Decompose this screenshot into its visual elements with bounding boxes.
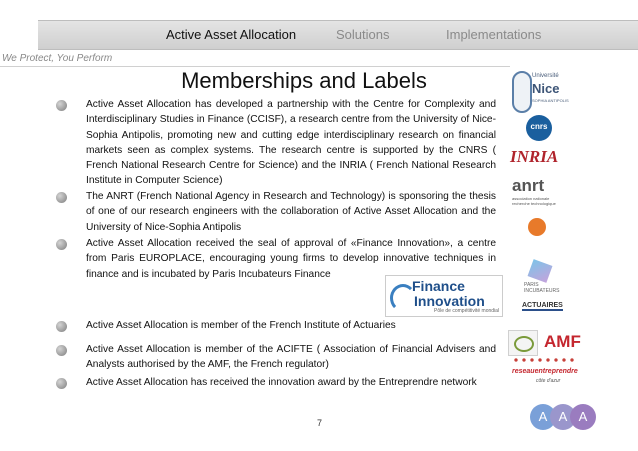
bullet-text: The ANRT (French National Agency in Research and Technology) is sponsoring the thesis of one of our research engineers with the collaboration of Active Asset Allocation and the University of Nice-Sophia Antipolis	[86, 191, 496, 233]
list-item	[86, 189, 496, 235]
actuaires-logo: ACTUAIRES	[522, 302, 563, 309]
bullet-icon	[56, 192, 67, 203]
page-title: Memberships and Labels	[181, 68, 427, 93]
brand-letter: A	[570, 404, 596, 430]
brand-letter: A	[530, 404, 556, 430]
amf-logo: AMF	[544, 332, 581, 351]
list-item	[86, 318, 496, 333]
bullet-text: Active Asset Allocation is member of the ACIFTE ( Association of Financial Advisers and Analysts authorised by the AMF, the French regulator)	[86, 344, 496, 371]
top-navigation-bar	[38, 20, 638, 50]
bullet-icon	[56, 378, 67, 389]
list-item	[86, 375, 496, 390]
inria-logo: INRIA	[510, 147, 559, 166]
tab-implementations[interactable]: Implementations	[446, 27, 542, 42]
page-number: 7	[317, 418, 323, 428]
brand-letter: A	[550, 404, 576, 430]
seal-logo	[528, 218, 546, 236]
bullet-text: Active Asset Allocation received the seal of approval of «Finance Innovation», a centre from Paris EUROPLACE, encouraging young firms to develop innovative techniques in finance and is incubated by Paris Incubateurs Finance	[86, 238, 496, 280]
reseau-entreprendre-logo: reseauentreprendre côte d'azur	[512, 356, 592, 388]
finance-innovation-logo: Finance Innovation Pôle de compétitivité mondial	[385, 275, 503, 317]
list-item	[86, 97, 496, 189]
anrt-logo: anrt association nationale recherche technologique	[512, 176, 556, 206]
acifte-logo	[508, 330, 538, 356]
bullet-text: Active Asset Allocation is member of the French Institute of Actuaries	[86, 320, 396, 331]
bullet-text: Active Asset Allocation has developed a partnership with the Centre for Complexity and Interdisciplinary Studies in Finance (CCISF), a research centre from the University of Nice-Sophia Antipolis, promoting new and cutting edge interdisciplinary research on financial markets seen as complex systems. The research centre is supported by the CNRS ( French National Research Centre for Science) and the INRIA ( French National Research Institute in Computer Science)	[86, 99, 496, 187]
list-item	[86, 342, 496, 373]
bullet-text: Active Asset Allocation has received the innovation award by the Entreprendre network	[86, 377, 477, 388]
tab-solutions[interactable]: Solutions	[336, 27, 390, 42]
bullet-icon	[56, 100, 67, 111]
tab-active-asset-allocation[interactable]: Active Asset Allocation	[166, 27, 297, 42]
university-nice-logo: Université Nice SOPHIA ANTIPOLIS	[512, 71, 582, 111]
divider	[0, 66, 510, 67]
bullet-icon	[56, 239, 67, 250]
cnrs-logo: cnrs	[526, 115, 552, 141]
paris-incubateurs-logo: PARIS INCUBATEURS	[524, 262, 584, 296]
tagline: We Protect, You Perform	[2, 53, 113, 64]
bullet-icon	[56, 345, 67, 356]
bullet-icon	[56, 321, 67, 332]
